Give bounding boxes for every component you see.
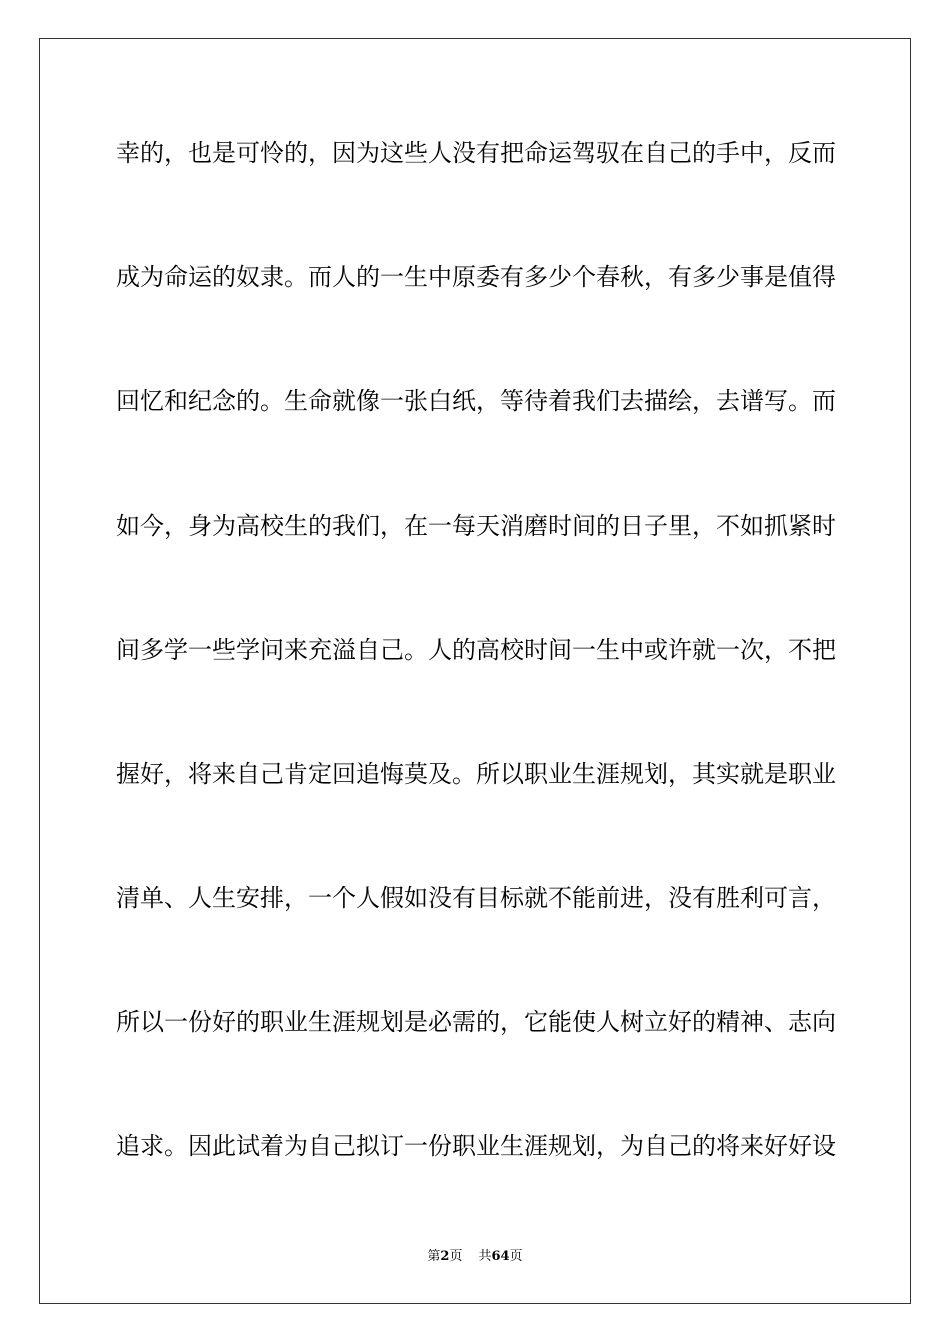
- text-line-7: 清单、人生安排，一个人假如没有目标就不能前进，没有胜利可言，: [116, 884, 836, 912]
- page-prefix: 第: [427, 1249, 441, 1264]
- text-line-3: 回忆和纪念的。生命就像一张白纸，等待着我们去描绘，去谱写。而: [116, 387, 836, 415]
- total-suffix: 页: [509, 1249, 523, 1264]
- text-line-8: 所以一份好的职业生涯规划是必需的，它能使人树立好的精神、志向: [116, 1008, 836, 1036]
- text-line-4: 如今，身为高校生的我们，在一每天消磨时间的日子里，不如抓紧时: [116, 512, 836, 540]
- text-line-9: 追求。因此试着为自己拟订一份职业生涯规划，为自己的将来好好设: [116, 1132, 836, 1160]
- page-footer: [0, 1249, 950, 1265]
- text-line-6: 握好，将来自己肯定回追悔莫及。所以职业生涯规划，其实就是职业: [116, 760, 836, 788]
- page-suffix: 页: [449, 1249, 463, 1264]
- total-prefix: 共: [478, 1249, 492, 1264]
- page-border: [39, 38, 911, 1304]
- text-line-5: 间多学一些学问来充溢自己。人的高校时间一生中或许就一次，不把: [116, 636, 836, 664]
- total-pages: 64: [491, 1249, 510, 1264]
- text-line-1: 幸的，也是可怜的，因为这些人没有把命运驾驭在自己的手中，反而: [116, 139, 836, 167]
- text-line-2: 成为命运的奴隶。而人的一生中原委有多少个春秋，有多少事是值得: [116, 263, 836, 291]
- page-number: 2: [440, 1249, 450, 1264]
